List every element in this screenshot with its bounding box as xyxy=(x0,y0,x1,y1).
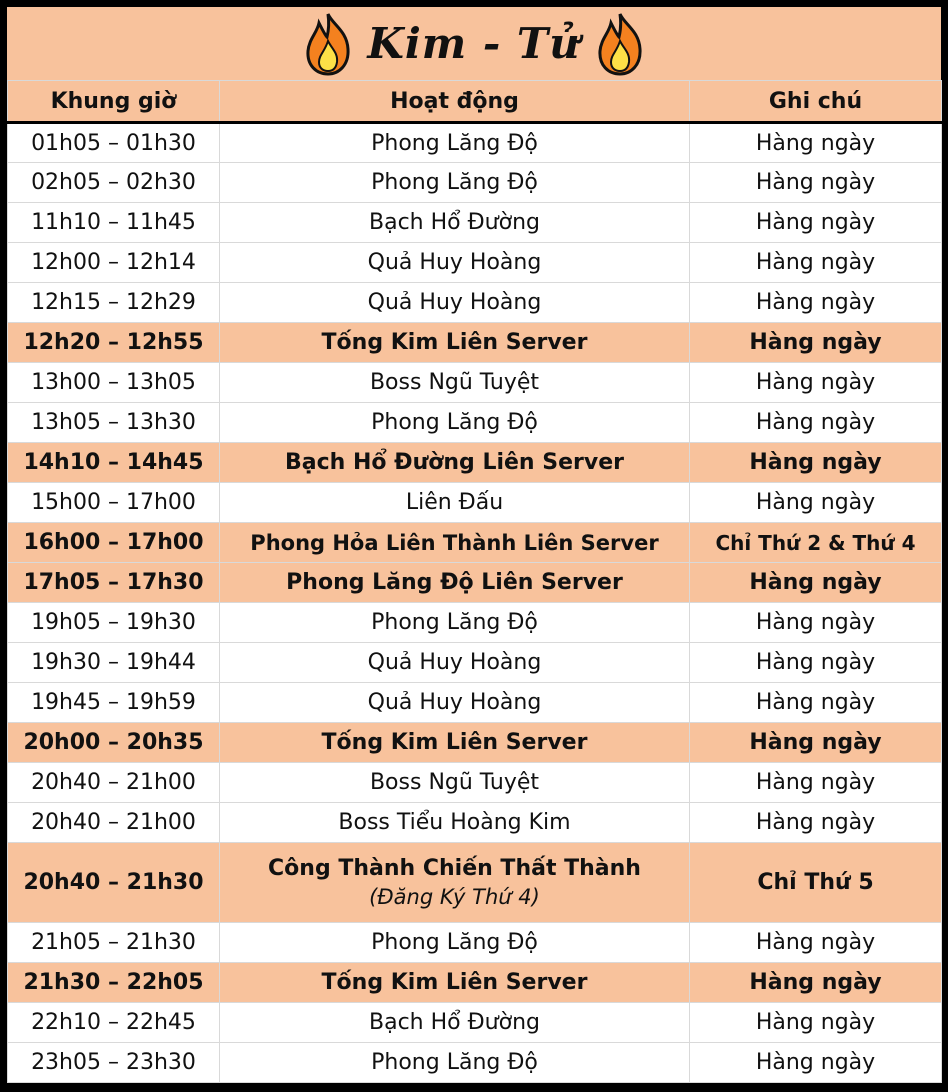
table-row xyxy=(8,123,942,163)
header-activity: Hoạt động xyxy=(220,81,690,123)
note-cell: Hàng ngày xyxy=(690,283,942,323)
activity-cell: Phong Hỏa Liên Thành Liên Server xyxy=(220,523,690,563)
table-row-highlight xyxy=(8,563,942,603)
activity-cell: Boss Ngũ Tuyệt xyxy=(220,363,690,403)
note-cell: Hàng ngày xyxy=(690,243,942,283)
time-cell: 15h00 – 17h00 xyxy=(8,483,220,523)
note-cell: Chỉ Thứ 2 & Thứ 4 xyxy=(690,523,942,563)
time-cell: 13h00 – 13h05 xyxy=(8,363,220,403)
table-row-highlight xyxy=(8,443,942,483)
note-cell: Hàng ngày xyxy=(690,443,942,483)
activity-cell: Bạch Hổ Đường xyxy=(220,1003,690,1043)
note-cell: Hàng ngày xyxy=(690,963,942,1003)
table-row xyxy=(8,1003,942,1043)
schedule-table xyxy=(7,80,942,1083)
header-time: Khung giờ xyxy=(8,81,220,123)
note-cell: Hàng ngày xyxy=(690,203,942,243)
note-cell: Hàng ngày xyxy=(690,643,942,683)
activity-cell: Quả Huy Hoàng xyxy=(220,243,690,283)
table-row xyxy=(8,203,942,243)
time-cell: 20h00 – 20h35 xyxy=(8,723,220,763)
note-cell: Hàng ngày xyxy=(690,1003,942,1043)
activity-subnote: (Đăng Ký Thứ 4) xyxy=(369,885,540,909)
note-cell: Hàng ngày xyxy=(690,123,942,163)
table-row xyxy=(8,363,942,403)
note-cell: Hàng ngày xyxy=(690,323,942,363)
table-row xyxy=(8,483,942,523)
time-cell: 11h10 – 11h45 xyxy=(8,203,220,243)
fire-icon xyxy=(595,11,645,77)
header-note: Ghi chú xyxy=(690,81,942,123)
note-cell: Hàng ngày xyxy=(690,403,942,443)
table-row xyxy=(8,243,942,283)
time-cell: 14h10 – 14h45 xyxy=(8,443,220,483)
table-row-highlight xyxy=(8,523,942,563)
activity-cell: Phong Lăng Độ xyxy=(220,603,690,643)
table-row xyxy=(8,803,942,843)
activity-cell: Boss Ngũ Tuyệt xyxy=(220,763,690,803)
note-cell: Hàng ngày xyxy=(690,803,942,843)
table-row xyxy=(8,643,942,683)
note-cell: Hàng ngày xyxy=(690,1043,942,1083)
table-row-highlight xyxy=(8,963,942,1003)
fire-icon xyxy=(303,11,353,77)
time-cell: 21h30 – 22h05 xyxy=(8,963,220,1003)
activity-title: Công Thành Chiến Thất Thành xyxy=(268,856,641,881)
table-row xyxy=(8,1043,942,1083)
table-row xyxy=(8,163,942,203)
time-cell: 19h30 – 19h44 xyxy=(8,643,220,683)
time-cell: 12h20 – 12h55 xyxy=(8,323,220,363)
time-cell: 01h05 – 01h30 xyxy=(8,123,220,163)
activity-cell: Phong Lăng Độ xyxy=(220,1043,690,1083)
title-bar xyxy=(7,7,941,80)
time-cell: 13h05 – 13h30 xyxy=(8,403,220,443)
table-row xyxy=(8,763,942,803)
time-cell: 02h05 – 02h30 xyxy=(8,163,220,203)
table-row-highlight xyxy=(8,323,942,363)
note-cell: Hàng ngày xyxy=(690,603,942,643)
table-row-highlight xyxy=(8,843,942,923)
activity-cell: Phong Lăng Độ xyxy=(220,403,690,443)
note-cell: Hàng ngày xyxy=(690,763,942,803)
table-row xyxy=(8,283,942,323)
activity-cell: Liên Đấu xyxy=(220,483,690,523)
note-cell: Hàng ngày xyxy=(690,483,942,523)
time-cell: 16h00 – 17h00 xyxy=(8,523,220,563)
table-row-highlight xyxy=(8,723,942,763)
note-cell: Hàng ngày xyxy=(690,683,942,723)
note-cell: Hàng ngày xyxy=(690,923,942,963)
activity-cell: Quả Huy Hoàng xyxy=(220,683,690,723)
table-row xyxy=(8,923,942,963)
table-header-row xyxy=(8,81,942,123)
time-cell: 12h00 – 12h14 xyxy=(8,243,220,283)
activity-cell: Tống Kim Liên Server xyxy=(220,963,690,1003)
activity-cell: Quả Huy Hoàng xyxy=(220,283,690,323)
note-cell: Chỉ Thứ 5 xyxy=(690,843,942,923)
activity-cell: Phong Lăng Độ xyxy=(220,123,690,163)
activity-cell: Tống Kim Liên Server xyxy=(220,723,690,763)
table-row xyxy=(8,683,942,723)
note-cell: Hàng ngày xyxy=(690,363,942,403)
time-cell: 20h40 – 21h00 xyxy=(8,763,220,803)
activity-cell: Bạch Hổ Đường Liên Server xyxy=(220,443,690,483)
note-cell: Hàng ngày xyxy=(690,163,942,203)
time-cell: 20h40 – 21h30 xyxy=(8,843,220,923)
time-cell: 19h45 – 19h59 xyxy=(8,683,220,723)
time-cell: 12h15 – 12h29 xyxy=(8,283,220,323)
activity-cell: Bạch Hổ Đường xyxy=(220,203,690,243)
time-cell: 20h40 – 21h00 xyxy=(8,803,220,843)
note-cell: Hàng ngày xyxy=(690,563,942,603)
time-cell: 21h05 – 21h30 xyxy=(8,923,220,963)
table-row xyxy=(8,603,942,643)
activity-cell: Phong Lăng Độ xyxy=(220,923,690,963)
page-title: Kim - Tử xyxy=(367,19,581,68)
time-cell: 19h05 – 19h30 xyxy=(8,603,220,643)
time-cell: 22h10 – 22h45 xyxy=(8,1003,220,1043)
activity-cell: Phong Lăng Độ Liên Server xyxy=(220,563,690,603)
activity-cell: Phong Lăng Độ xyxy=(220,163,690,203)
note-cell: Hàng ngày xyxy=(690,723,942,763)
activity-cell xyxy=(220,843,690,923)
activity-cell: Boss Tiểu Hoàng Kim xyxy=(220,803,690,843)
activity-cell: Quả Huy Hoàng xyxy=(220,643,690,683)
table-row xyxy=(8,403,942,443)
activity-cell: Tống Kim Liên Server xyxy=(220,323,690,363)
time-cell: 23h05 – 23h30 xyxy=(8,1043,220,1083)
time-cell: 17h05 – 17h30 xyxy=(8,563,220,603)
